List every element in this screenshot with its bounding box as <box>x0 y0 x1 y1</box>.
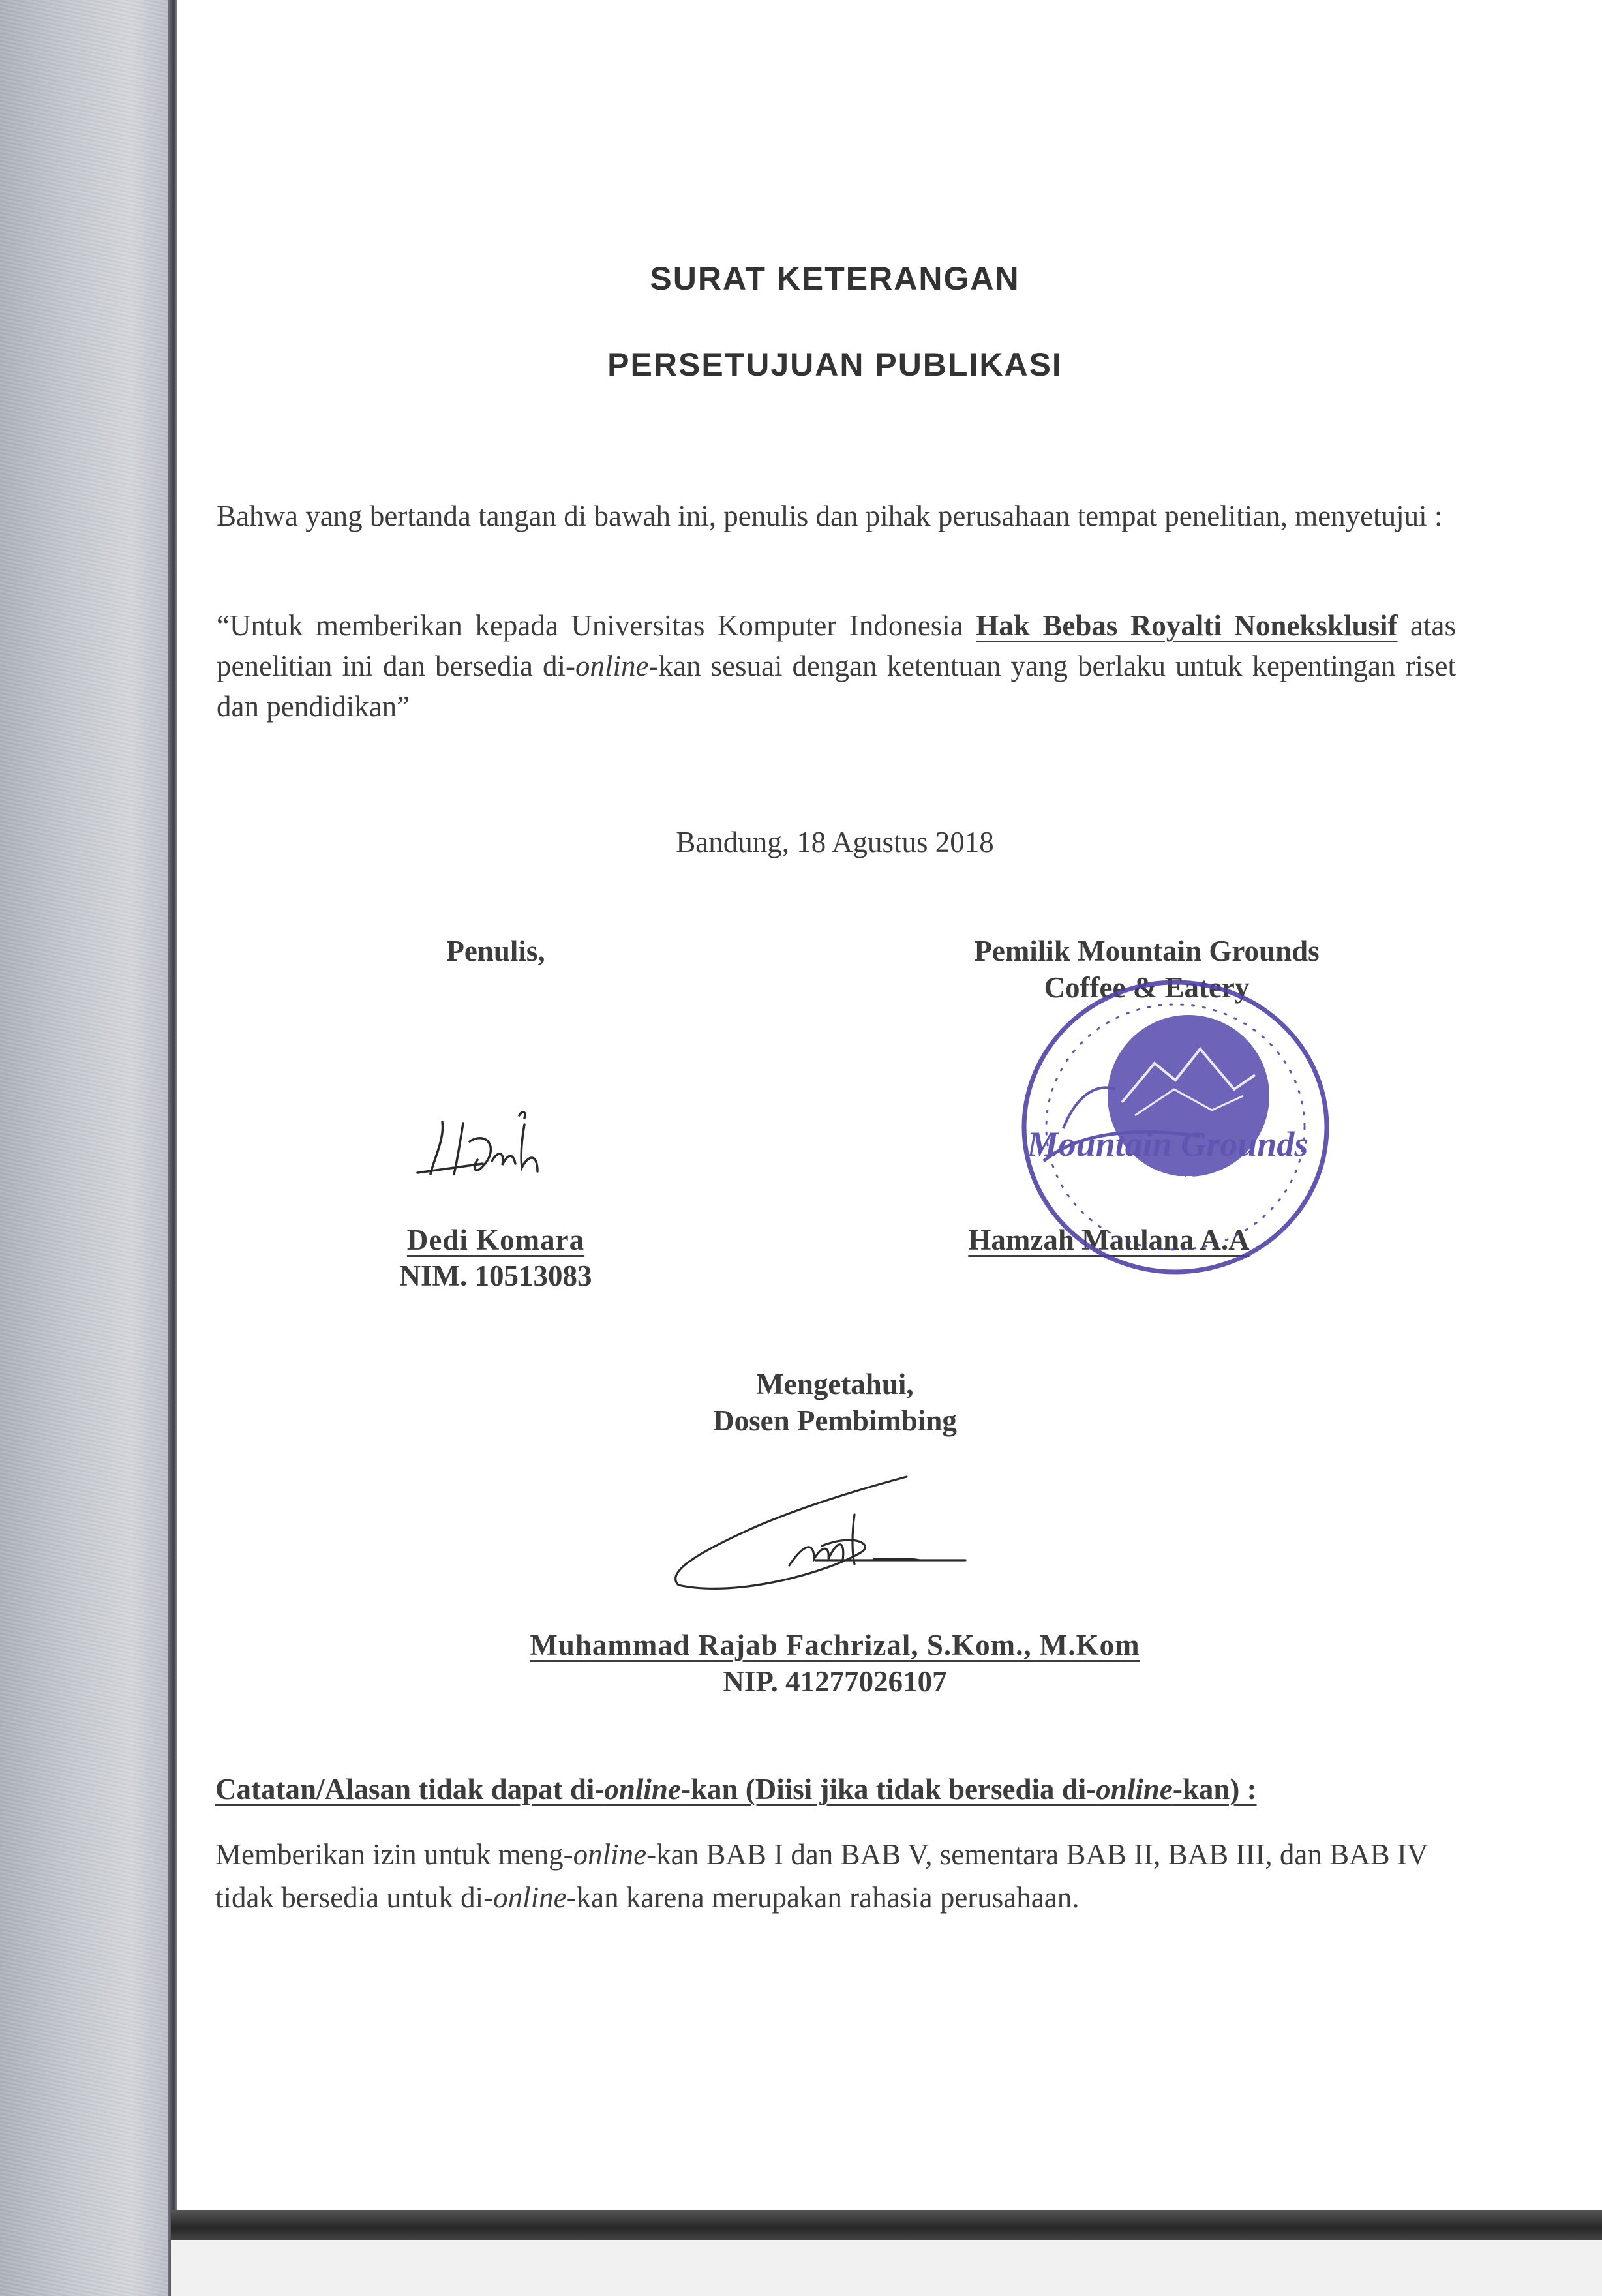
quote-italic-online: online <box>575 650 649 682</box>
notes-heading-part-2: -kan (Diisi jika tidak bersedia di- <box>680 1773 1096 1805</box>
notes-heading-part-3: -kan) : <box>1172 1773 1257 1805</box>
supervisor-signature <box>659 1461 998 1611</box>
scanner-edge <box>0 0 175 2296</box>
quote-part-2: atas penelitian ini dan bersedia di- <box>217 609 1456 682</box>
scanner-bottom-margin <box>171 2240 1602 2296</box>
author-role: Penulis, <box>446 935 545 967</box>
document-title: SURAT KETERANGAN <box>650 260 1020 297</box>
acknowledge-label: Mengetahui, <box>756 1368 914 1400</box>
owner-role-line-2: Coffee & Eatery <box>1044 971 1250 1004</box>
intro-paragraph: Bahwa yang bertanda tangan di bawah ini, penulis dan pihak perusahaan tempat penelitian, menyetujui : <box>217 500 1443 532</box>
notes-heading-italic-2: online <box>1096 1773 1173 1805</box>
notes-heading-italic-1: online <box>604 1773 681 1805</box>
owner-role-line-1: Pemilik Mountain Grounds <box>974 935 1320 967</box>
document-subtitle: PERSETUJUAN PUBLIKASI <box>607 346 1063 383</box>
stamp-brand-text: Mountain Grounds <box>1027 1125 1308 1164</box>
royalty-free-term: Hak Bebas Royalti Noneksklusif <box>976 609 1398 642</box>
supervisor-nip: NIP. 41277026107 <box>723 1665 947 1698</box>
notes-text-part-2: -kan BAB I dan BAB V, sementara BAB II, BAB III, dan BAB IV tidak bersedia untuk di- <box>215 1838 1428 1914</box>
author-name: Dedi Komara <box>406 1224 585 1256</box>
notes-text-italic-2: online <box>493 1881 567 1914</box>
supervisor-name: Muhammad Rajab Fachrizal, S.Kom., M.Kom <box>530 1629 1140 1661</box>
author-signature <box>404 1096 574 1184</box>
agreement-quote <box>217 605 1456 727</box>
scanner-bottom-bar <box>171 2210 1602 2240</box>
supervisor-role: Dosen Pembimbing <box>713 1404 957 1437</box>
stamp-sub-text: COFFEE & EATERY <box>1145 1174 1255 1187</box>
place-date: Bandung, 18 Agustus 2018 <box>676 826 994 858</box>
notes-text-part-1: Memberikan izin untuk meng- <box>215 1838 573 1871</box>
notes-heading-part-1: Catatan/Alasan tidak dapat di- <box>215 1773 605 1805</box>
quote-part-1: “Untuk memberikan kepada Universitas Komputer Indonesia <box>217 609 976 642</box>
notes-heading <box>215 1772 1257 1806</box>
owner-name: Hamzah Maulana A.A <box>968 1224 1250 1256</box>
author-nim: NIM. 10513083 <box>399 1260 592 1292</box>
notes-text-part-3: -kan karena merupakan rahasia perusahaan. <box>566 1881 1080 1914</box>
notes-text <box>215 1833 1455 1919</box>
notes-text-italic-1: online <box>573 1838 647 1871</box>
company-stamp <box>1005 965 1344 1285</box>
page-fold-shadow <box>168 0 177 2296</box>
quote-part-3: -kan sesuai dengan ketentuan yang berlaku untuk kepentingan riset dan pendidikan” <box>217 650 1456 723</box>
